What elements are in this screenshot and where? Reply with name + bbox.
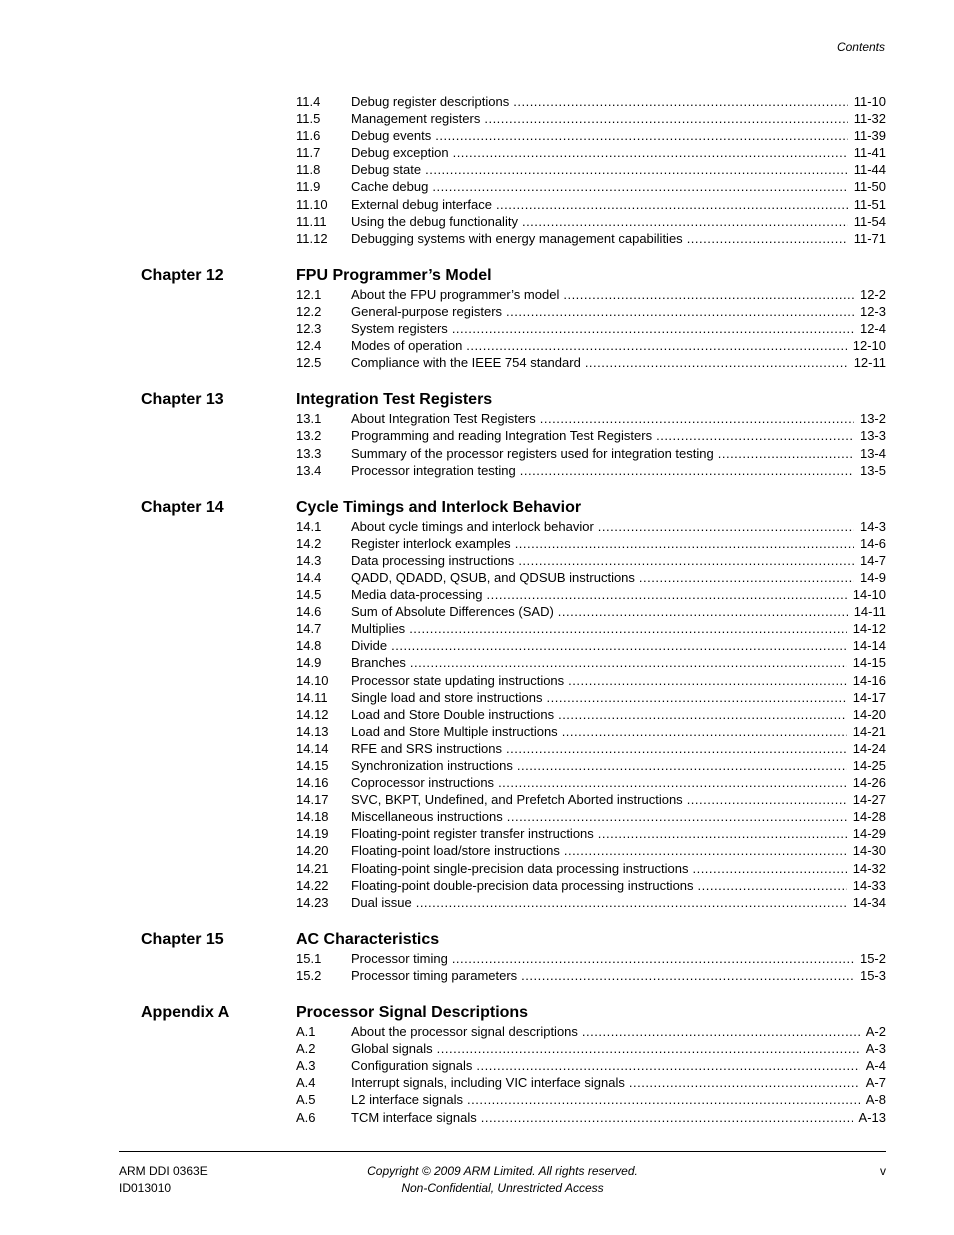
section-title: Processor state updating instructions — [351, 672, 565, 688]
section-number: 11.9 — [296, 179, 321, 195]
toc-entry[interactable] — [296, 286, 886, 303]
toc-entry[interactable] — [296, 808, 886, 825]
section-number: 12.2 — [296, 303, 322, 319]
footer-divider — [119, 1151, 886, 1152]
toc-entry[interactable] — [296, 196, 886, 213]
dot-leader — [522, 213, 848, 230]
page-ref: 14-34 — [852, 894, 886, 910]
chapter-entries — [141, 286, 886, 371]
dot-leader — [540, 410, 854, 427]
section-title: Processor timing parameters — [351, 967, 518, 983]
chapter-section — [141, 1003, 886, 1126]
chapter-entries — [141, 1023, 886, 1126]
page-ref: 14-33 — [852, 877, 886, 893]
dot-leader — [568, 672, 847, 689]
section-number: 11.7 — [296, 145, 321, 161]
section-title: Debug register descriptions — [351, 94, 510, 109]
section-number: 14.20 — [296, 843, 329, 859]
toc-entry[interactable] — [296, 178, 886, 195]
page-ref: A-2 — [865, 1024, 886, 1040]
dot-leader — [391, 637, 847, 654]
dot-leader — [517, 757, 847, 774]
section-title: Debug state — [351, 162, 422, 178]
page-ref: 13-2 — [859, 411, 886, 427]
toc-entry[interactable] — [296, 967, 886, 984]
section-title: Debugging systems with energy management capabilities — [351, 230, 683, 246]
section-title: Dual issue — [351, 894, 412, 910]
dot-leader — [564, 842, 847, 859]
dot-leader — [410, 654, 847, 671]
toc-entry[interactable] — [296, 337, 886, 354]
section-number: A.5 — [296, 1092, 316, 1108]
page-number: v — [880, 1164, 886, 1178]
section-number: 14.18 — [296, 809, 329, 825]
dot-leader — [435, 127, 847, 144]
toc-entry[interactable] — [296, 603, 886, 620]
toc-entry[interactable] — [296, 791, 886, 808]
dot-leader — [437, 1040, 860, 1057]
dot-leader — [547, 689, 847, 706]
section-number: 14.3 — [296, 552, 322, 568]
page-ref: 11-41 — [853, 145, 886, 161]
section-number: 14.1 — [296, 518, 322, 534]
section-number: 14.12 — [296, 706, 329, 722]
page-ref: 14-26 — [852, 775, 886, 791]
section-number: 13.3 — [296, 445, 322, 461]
section-title: Debug events — [351, 128, 432, 144]
dot-leader — [498, 774, 847, 791]
dot-leader — [656, 427, 854, 444]
section-title: Compliance with the IEEE 754 standard — [351, 355, 581, 371]
section-number: 11.6 — [296, 128, 321, 144]
page-ref: 13-5 — [859, 462, 886, 478]
page-ref: 11-32 — [853, 111, 886, 127]
section-number: 14.23 — [296, 894, 329, 910]
dot-leader — [476, 1057, 859, 1074]
toc-entry[interactable] — [296, 654, 886, 671]
toc-entry[interactable] — [296, 445, 886, 462]
toc-entry[interactable] — [296, 860, 886, 877]
page-ref: 12-2 — [859, 286, 886, 302]
section-title: Using the debug functionality — [351, 213, 518, 229]
section-title: Processor integration testing — [351, 462, 516, 478]
toc-entry[interactable] — [296, 144, 886, 161]
page-ref: 14-12 — [852, 621, 886, 637]
page-ref: 11-50 — [853, 179, 886, 195]
section-number: 12.1 — [296, 286, 322, 302]
page-ref: 14-15 — [852, 655, 886, 671]
chapter-section — [141, 390, 886, 478]
section-title: Sum of Absolute Differences (SAD) — [351, 604, 554, 620]
section-title: Debug exception — [351, 145, 449, 161]
chapter-heading[interactable] — [141, 1003, 886, 1023]
chapter-heading[interactable] — [141, 498, 886, 518]
running-header: Contents — [836, 40, 885, 54]
chapter-heading[interactable] — [141, 930, 886, 950]
dot-leader — [453, 144, 848, 161]
dot-leader — [467, 1091, 860, 1108]
page-ref: 12-11 — [853, 355, 886, 371]
section-number: A.4 — [296, 1075, 316, 1091]
dot-leader — [687, 230, 848, 247]
section-number: 11.12 — [296, 230, 328, 246]
section-title: TCM interface signals — [351, 1109, 477, 1125]
toc-entry[interactable] — [296, 1074, 886, 1091]
chapter-label: Chapter 14 — [141, 498, 224, 516]
chapter-entries — [141, 950, 886, 984]
toc-chapters — [141, 266, 886, 1126]
chapter-label: Chapter 12 — [141, 266, 224, 284]
section-title: Modes of operation — [351, 338, 463, 354]
page-ref: 14-29 — [852, 826, 886, 842]
dot-leader — [506, 303, 854, 320]
dot-leader — [432, 178, 847, 195]
section-title: Miscellaneous instructions — [351, 809, 503, 825]
section-number: 14.13 — [296, 723, 329, 739]
section-number: 14.8 — [296, 638, 322, 654]
dot-leader — [562, 723, 847, 740]
access-notice: Non-Confidential, Unrestricted Access — [401, 1181, 604, 1195]
toc-entry[interactable] — [296, 877, 886, 894]
section-title: About the FPU programmer’s model — [351, 286, 560, 302]
section-title: Floating-point load/store instructions — [351, 843, 560, 859]
toc-entry[interactable] — [296, 303, 886, 320]
chapter-section — [141, 266, 886, 371]
section-title: About cycle timings and interlock behavior — [351, 518, 594, 534]
section-title: Multiplies — [351, 621, 406, 637]
section-number: 14.7 — [296, 621, 322, 637]
toc-entry[interactable] — [296, 950, 886, 967]
table-of-contents — [141, 93, 886, 1126]
section-title: Data processing instructions — [351, 552, 515, 568]
section-number: 14.15 — [296, 758, 329, 773]
toc-entry[interactable] — [296, 354, 886, 371]
page-ref: 14-24 — [852, 740, 886, 756]
section-number: 14.17 — [296, 792, 329, 808]
section-number: 14.2 — [296, 535, 322, 551]
section-title: About Integration Test Registers — [351, 411, 536, 427]
section-number: 15.2 — [296, 967, 322, 983]
section-number: 14.11 — [296, 689, 328, 705]
dot-leader — [639, 569, 854, 586]
copyright-notice: Copyright © 2009 ARM Limited. All rights reserved. — [367, 1164, 638, 1178]
toc-entry[interactable] — [296, 552, 886, 569]
toc-entry[interactable] — [296, 1023, 886, 1040]
section-title: RFE and SRS instructions — [351, 740, 503, 756]
page-ref: 14-21 — [852, 723, 886, 739]
section-number: 11.10 — [296, 196, 328, 212]
section-title: Floating-point double-precision data processing instructions — [351, 877, 694, 893]
dot-leader — [692, 860, 846, 877]
dot-leader — [521, 967, 854, 984]
section-number: 11.11 — [296, 213, 327, 229]
dot-leader — [687, 791, 847, 808]
dot-leader — [515, 535, 854, 552]
section-title: Processor timing — [351, 950, 448, 966]
section-number: 14.21 — [296, 860, 329, 876]
dot-leader — [452, 320, 854, 337]
page-ref: 13-4 — [859, 445, 886, 461]
dot-leader — [698, 877, 847, 894]
dot-leader — [582, 1023, 860, 1040]
section-title: Synchronization instructions — [351, 758, 513, 773]
section-title: Configuration signals — [351, 1058, 473, 1074]
dot-leader — [585, 354, 848, 371]
dot-leader — [518, 552, 854, 569]
toc-intro-entries — [141, 93, 886, 247]
toc-entry[interactable] — [296, 462, 886, 479]
toc-entry[interactable] — [296, 230, 886, 247]
dot-leader — [484, 110, 847, 127]
page-ref: 14-20 — [852, 706, 886, 722]
toc-entry[interactable] — [296, 127, 886, 144]
dot-leader — [598, 518, 854, 535]
page-ref: 14-6 — [859, 535, 886, 551]
toc-entry[interactable] — [296, 1091, 886, 1108]
page-ref: 12-10 — [852, 338, 886, 354]
section-title: SVC, BKPT, Undefined, and Prefetch Aborted instructions — [351, 792, 683, 808]
dot-leader — [558, 603, 848, 620]
chapter-title: Integration Test Registers — [296, 391, 493, 409]
toc-entry[interactable] — [296, 894, 886, 911]
section-number: 11.4 — [296, 94, 321, 109]
section-title: Cache debug — [351, 179, 429, 195]
toc-entry[interactable] — [296, 569, 886, 586]
section-title: Divide — [351, 638, 388, 654]
chapter-heading[interactable] — [141, 266, 886, 286]
section-number: 14.22 — [296, 877, 329, 893]
page-ref: 15-3 — [859, 967, 886, 983]
dot-leader — [718, 445, 854, 462]
section-number: 14.10 — [296, 672, 329, 688]
chapter-title: AC Characteristics — [296, 930, 440, 948]
toc-entry[interactable] — [296, 757, 886, 774]
dot-leader — [481, 1109, 853, 1126]
dot-leader — [563, 286, 854, 303]
toc-entry[interactable] — [296, 410, 886, 427]
section-number: 15.1 — [296, 950, 322, 966]
dot-leader — [425, 161, 848, 178]
toc-entry[interactable] — [296, 723, 886, 740]
section-title: Register interlock examples — [351, 535, 511, 551]
toc-entry[interactable] — [296, 586, 886, 603]
toc-entry[interactable] — [296, 1057, 886, 1074]
chapter-label: Chapter 15 — [141, 930, 224, 948]
section-title: Interrupt signals, including VIC interface signals — [351, 1075, 625, 1091]
footer-legal — [119, 1163, 886, 1197]
section-number: A.2 — [296, 1041, 316, 1057]
section-title: Media data-processing — [351, 587, 483, 603]
dot-leader — [466, 337, 846, 354]
section-number: 14.6 — [296, 604, 322, 620]
page-ref: 14-32 — [852, 860, 886, 876]
section-title: Load and Store Multiple instructions — [351, 723, 558, 739]
toc-entry[interactable] — [296, 1040, 886, 1057]
chapter-heading[interactable] — [141, 390, 886, 410]
section-number: 12.3 — [296, 321, 322, 337]
section-number: 12.4 — [296, 338, 322, 354]
page-ref: 14-11 — [853, 604, 886, 620]
dot-leader — [629, 1074, 860, 1091]
toc-entry[interactable] — [296, 518, 886, 535]
section-title: About the processor signal descriptions — [351, 1024, 578, 1040]
toc-entry[interactable] — [296, 213, 886, 230]
section-title: L2 interface signals — [351, 1092, 464, 1108]
section-number: 13.4 — [296, 462, 322, 478]
toc-entry[interactable] — [296, 842, 886, 859]
page-ref: 14-3 — [859, 518, 886, 534]
dot-leader — [452, 950, 854, 967]
page-ref: 14-7 — [859, 552, 886, 568]
page-ref: 12-3 — [859, 303, 886, 319]
section-number: 12.5 — [296, 355, 322, 371]
page-ref: 14-10 — [852, 587, 886, 603]
chapter-title: Cycle Timings and Interlock Behavior — [296, 498, 582, 516]
page-ref: 14-27 — [852, 792, 886, 808]
page-ref: 14-25 — [852, 758, 886, 773]
chapter-entries — [141, 518, 886, 911]
page-ref: 14-28 — [852, 809, 886, 825]
section-title: Load and Store Double instructions — [351, 706, 555, 722]
section-title: QADD, QDADD, QSUB, and QDSUB instructions — [351, 569, 635, 585]
section-title: Global signals — [351, 1041, 433, 1057]
section-title: Single load and store instructions — [351, 689, 543, 705]
dot-leader — [496, 196, 848, 213]
section-number: 11.8 — [296, 162, 321, 178]
toc-entry[interactable] — [296, 637, 886, 654]
page-ref: 11-51 — [853, 196, 886, 212]
page-ref: 14-17 — [852, 689, 886, 705]
page-ref: 15-2 — [859, 950, 886, 966]
section-title: External debug interface — [351, 196, 492, 212]
dot-leader — [487, 586, 847, 603]
dot-leader — [507, 808, 847, 825]
chapter-title: Processor Signal Descriptions — [296, 1004, 529, 1022]
page-ref: A-3 — [865, 1041, 886, 1057]
page-ref: 13-3 — [859, 428, 886, 444]
section-number: 11.5 — [296, 111, 321, 127]
page-ref: A-4 — [865, 1058, 886, 1074]
section-number: 14.16 — [296, 775, 329, 791]
chapter-title: FPU Programmer’s Model — [296, 266, 492, 284]
section-title: General-purpose registers — [351, 303, 503, 319]
dot-leader — [558, 706, 847, 723]
dot-leader — [416, 894, 847, 911]
toc-entry[interactable] — [296, 774, 886, 791]
page-ref: 14-16 — [852, 672, 886, 688]
page-ref: 12-4 — [859, 321, 886, 337]
section-title: Coprocessor instructions — [351, 775, 495, 791]
section-number: 14.5 — [296, 587, 322, 603]
section-title: Programming and reading Integration Test Registers — [351, 428, 653, 444]
issue-id: ID013010 — [119, 1181, 172, 1195]
dot-leader — [506, 740, 847, 757]
section-title: System registers — [351, 321, 448, 337]
section-number: A.1 — [296, 1024, 316, 1040]
page-ref: 11-10 — [853, 94, 886, 109]
doc-number: ARM DDI 0363E — [119, 1164, 208, 1178]
page-ref: 11-44 — [853, 162, 886, 178]
toc-entry[interactable] — [296, 93, 886, 110]
dot-leader — [409, 620, 847, 637]
section-title: Floating-point single-precision data processing instructions — [351, 860, 689, 876]
toc-entry[interactable] — [296, 161, 886, 178]
section-number: 13.1 — [296, 411, 322, 427]
chapter-section — [141, 930, 886, 984]
dot-leader — [520, 462, 854, 479]
toc-entry[interactable] — [296, 620, 886, 637]
toc-entry[interactable] — [296, 825, 886, 842]
chapter-section — [141, 498, 886, 911]
section-title: Floating-point register transfer instructions — [351, 826, 594, 842]
section-number: 14.4 — [296, 569, 322, 585]
dot-leader — [513, 93, 847, 110]
toc-entry[interactable] — [296, 427, 886, 444]
toc-entry[interactable] — [296, 672, 886, 689]
section-number: 14.9 — [296, 655, 322, 671]
toc-entry[interactable] — [296, 689, 886, 706]
page-ref: A-8 — [865, 1092, 886, 1108]
toc-entry[interactable] — [296, 740, 886, 757]
section-number: A.6 — [296, 1109, 316, 1125]
page-ref: 11-54 — [853, 213, 886, 229]
section-number: 14.14 — [296, 740, 329, 756]
page-ref: 11-71 — [853, 230, 886, 246]
section-number: 13.2 — [296, 428, 322, 444]
toc-entry[interactable] — [296, 706, 886, 723]
page-ref: 11-39 — [853, 128, 886, 144]
chapter-label: Appendix A — [141, 1004, 230, 1022]
section-title: Management registers — [351, 111, 481, 127]
page-ref: 14-14 — [852, 638, 886, 654]
page-ref: 14-9 — [859, 569, 886, 585]
toc-entry[interactable] — [296, 1109, 886, 1126]
section-title: Summary of the processor registers used for integration testing — [351, 445, 714, 461]
section-title: Branches — [351, 655, 406, 671]
toc-entry[interactable] — [296, 110, 886, 127]
section-number: A.3 — [296, 1058, 316, 1074]
page-ref: A-7 — [865, 1075, 886, 1091]
page-ref: 14-30 — [852, 843, 886, 859]
dot-leader — [598, 825, 847, 842]
chapter-label: Chapter 13 — [141, 391, 224, 409]
toc-entry[interactable] — [296, 535, 886, 552]
section-number: 14.19 — [296, 826, 329, 842]
page-ref: A-13 — [858, 1109, 886, 1125]
toc-entry[interactable] — [296, 320, 886, 337]
chapter-entries — [141, 410, 886, 478]
